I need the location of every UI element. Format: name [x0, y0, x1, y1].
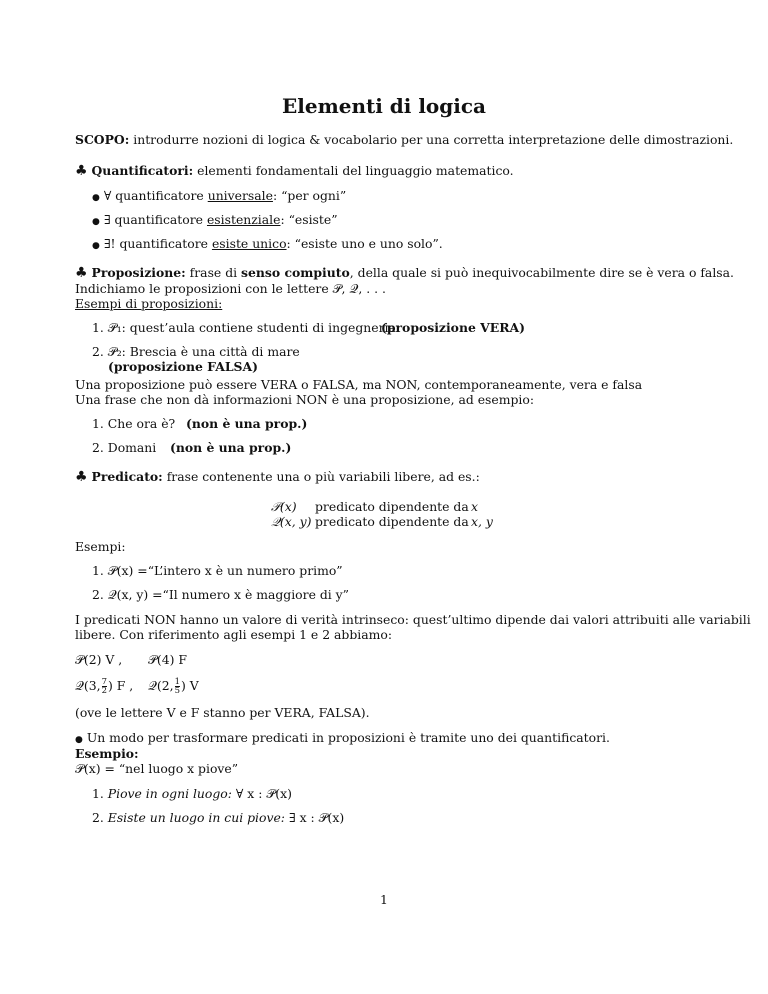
item-number: 2. — [92, 440, 104, 455]
non-prop-tag-text: (non è una prop.) — [186, 416, 308, 431]
fraction-denominator: 2 — [101, 686, 107, 696]
fraction-denominator: 5 — [174, 686, 180, 696]
item-number: 1. — [92, 563, 104, 578]
quantifiers-heading — [75, 163, 514, 179]
quantifier-name: esiste unico — [211, 236, 287, 251]
example-tag — [108, 359, 258, 375]
truth-paragraph-line: I predicati NON hanno un valore di verità intrinseco: quest’ultimo dipende dai valori attribuiti alle variabili — [75, 612, 751, 627]
quantifiers-text: elementi fondamentali del linguaggio matematico. — [197, 163, 514, 178]
club-icon: ♣ — [75, 469, 88, 485]
predicate-desc: predicato dipendente da — [315, 514, 469, 529]
pred-example-text: 𝒫(x) =“L’intero x è un numero primo” — [107, 563, 343, 578]
fraction — [102, 678, 107, 695]
quantifier-name: esistenziale — [206, 212, 281, 227]
proposition-label: Proposizione: — [91, 265, 186, 280]
non-prop-text: Che ora è? — [107, 416, 176, 431]
quantifier-desc: : “esiste” — [280, 212, 338, 227]
non-prop-tag — [170, 440, 291, 456]
list-item — [92, 587, 349, 603]
pred-example-text: 𝒬(x, y) =“Il numero x è maggiore di y” — [107, 587, 350, 602]
predicate-vars: x, y — [471, 514, 493, 529]
quantifier-symbol: ∃! — [103, 236, 116, 251]
example-tag-text: (proposizione VERA) — [381, 320, 525, 335]
list-item — [92, 320, 396, 336]
truth-value-p2: 𝒫(2) V , — [75, 652, 123, 667]
quantifier-pre: quantificatore — [115, 188, 204, 203]
quant-example-formula: ∀ x : 𝒫(x) — [235, 786, 292, 801]
predicate-expr: 𝒬(x, y) — [271, 514, 312, 529]
bullet-icon: ● — [92, 217, 100, 227]
predicate-desc: predicato dipendente da — [315, 499, 469, 514]
quantifier-desc: : “per ogni” — [272, 188, 347, 203]
proposition-line — [75, 265, 734, 281]
non-prop-text: Domani — [107, 440, 157, 455]
quantifiers-label: Quantificatori: — [91, 163, 194, 178]
quant-example-label: Piove in ogni luogo: — [107, 786, 232, 801]
examples-label: Esempi: — [75, 539, 126, 554]
note-line: Una proposizione può essere VERA o FALSA, ma NON, contemporaneamente, vera e falsa — [75, 377, 643, 392]
example-predicate: 𝒫(x) = “nel luogo x piove” — [75, 761, 239, 776]
list-item — [92, 416, 175, 432]
example-tag — [381, 320, 525, 336]
example-tag-text: (proposizione FALSA) — [108, 359, 258, 374]
list-item — [92, 212, 338, 230]
fraction-numerator: 7 — [101, 677, 107, 687]
item-number: 2. — [92, 587, 104, 602]
page-number: 1 — [380, 892, 388, 907]
bullet-icon: ● — [92, 193, 100, 203]
esempio-label — [75, 746, 139, 762]
list-item — [92, 786, 292, 802]
transform-text: Un modo per trasformare predicati in proposizioni è tramite uno dei quantificatori. — [86, 730, 610, 745]
q-b-pre: 𝒬(2, — [148, 678, 174, 693]
q-b-post: ) V — [180, 678, 199, 693]
quantifier-symbol: ∃ — [103, 212, 111, 227]
item-number: 1. — [92, 786, 104, 801]
quantifier-desc: : “esiste uno e uno solo”. — [286, 236, 443, 251]
club-icon: ♣ — [75, 163, 88, 179]
item-number: 1. — [92, 416, 104, 431]
truth-value-q-a — [75, 678, 133, 695]
quantifier-symbol: ∀ — [103, 188, 112, 203]
list-item — [92, 188, 346, 206]
scope-text: introdurre nozioni di logica & vocabolario per una corretta interpretazione delle dimostrazioni. — [133, 132, 734, 147]
predicate-expr: 𝒫(x) — [271, 499, 297, 514]
q-a-pre: 𝒬(3, — [75, 678, 101, 693]
predicate-heading — [75, 469, 480, 485]
q-a-post: ) F , — [107, 678, 134, 693]
club-icon: ♣ — [75, 265, 88, 281]
quant-example-formula: ∃ x : 𝒫(x) — [288, 810, 345, 825]
example-text: 𝒫₂: Brescia è una città di mare — [107, 344, 300, 359]
predicate-label: Predicato: — [91, 469, 163, 484]
list-item — [92, 563, 343, 579]
proposition-line2: Indichiamo le proposizioni con le lettere 𝒫, 𝒬, . . . — [75, 281, 386, 296]
list-item — [92, 236, 443, 254]
page-title: Elementi di logica — [282, 94, 486, 118]
bullet-icon: ● — [75, 735, 83, 745]
non-prop-tag-text: (non è una prop.) — [170, 440, 292, 455]
predicate-vars: x — [471, 499, 478, 514]
quantifier-name: universale — [207, 188, 273, 203]
note-line: Una frase che non dà informazioni NON è una proposizione, ad esempio: — [75, 392, 535, 407]
vf-note: (ove le lettere V e F stanno per VERA, FALSA). — [75, 705, 370, 720]
item-number: 2. — [92, 344, 104, 359]
scope-label: SCOPO: — [75, 132, 130, 147]
fraction — [175, 678, 180, 695]
predicate-text: frase contenente una o più variabili libere, ad es.: — [166, 469, 480, 484]
list-item — [92, 440, 156, 456]
truth-paragraph-line: libere. Con riferimento agli esempi 1 e 2 abbiamo: — [75, 627, 393, 642]
example-text: 𝒫₁: quest’aula contiene studenti di ingegneria — [107, 320, 396, 335]
fraction-numerator: 1 — [174, 677, 180, 687]
non-prop-tag — [186, 416, 307, 432]
truth-value-q-b — [148, 678, 199, 695]
list-item — [92, 344, 300, 360]
proposition-text-b: , della quale si può inequivocabilmente dire se è vera o falsa. — [349, 265, 734, 280]
item-number: 2. — [92, 810, 104, 825]
transform-line — [75, 730, 610, 748]
esempio-label-text: Esempio: — [75, 746, 139, 761]
quantifier-pre: quantificatore — [119, 236, 208, 251]
list-item — [92, 810, 344, 826]
examples-heading: Esempi di proposizioni: — [75, 296, 223, 311]
bullet-icon: ● — [92, 241, 100, 251]
truth-value-p4: 𝒫(4) F — [148, 652, 188, 667]
proposition-bold: senso compiuto — [241, 265, 350, 280]
quantifier-pre: quantificatore — [114, 212, 204, 227]
quant-example-label: Esiste un luogo in cui piove: — [107, 810, 285, 825]
item-number: 1. — [92, 320, 104, 335]
scope-line — [75, 132, 733, 148]
proposition-text-a: frase di — [189, 265, 238, 280]
